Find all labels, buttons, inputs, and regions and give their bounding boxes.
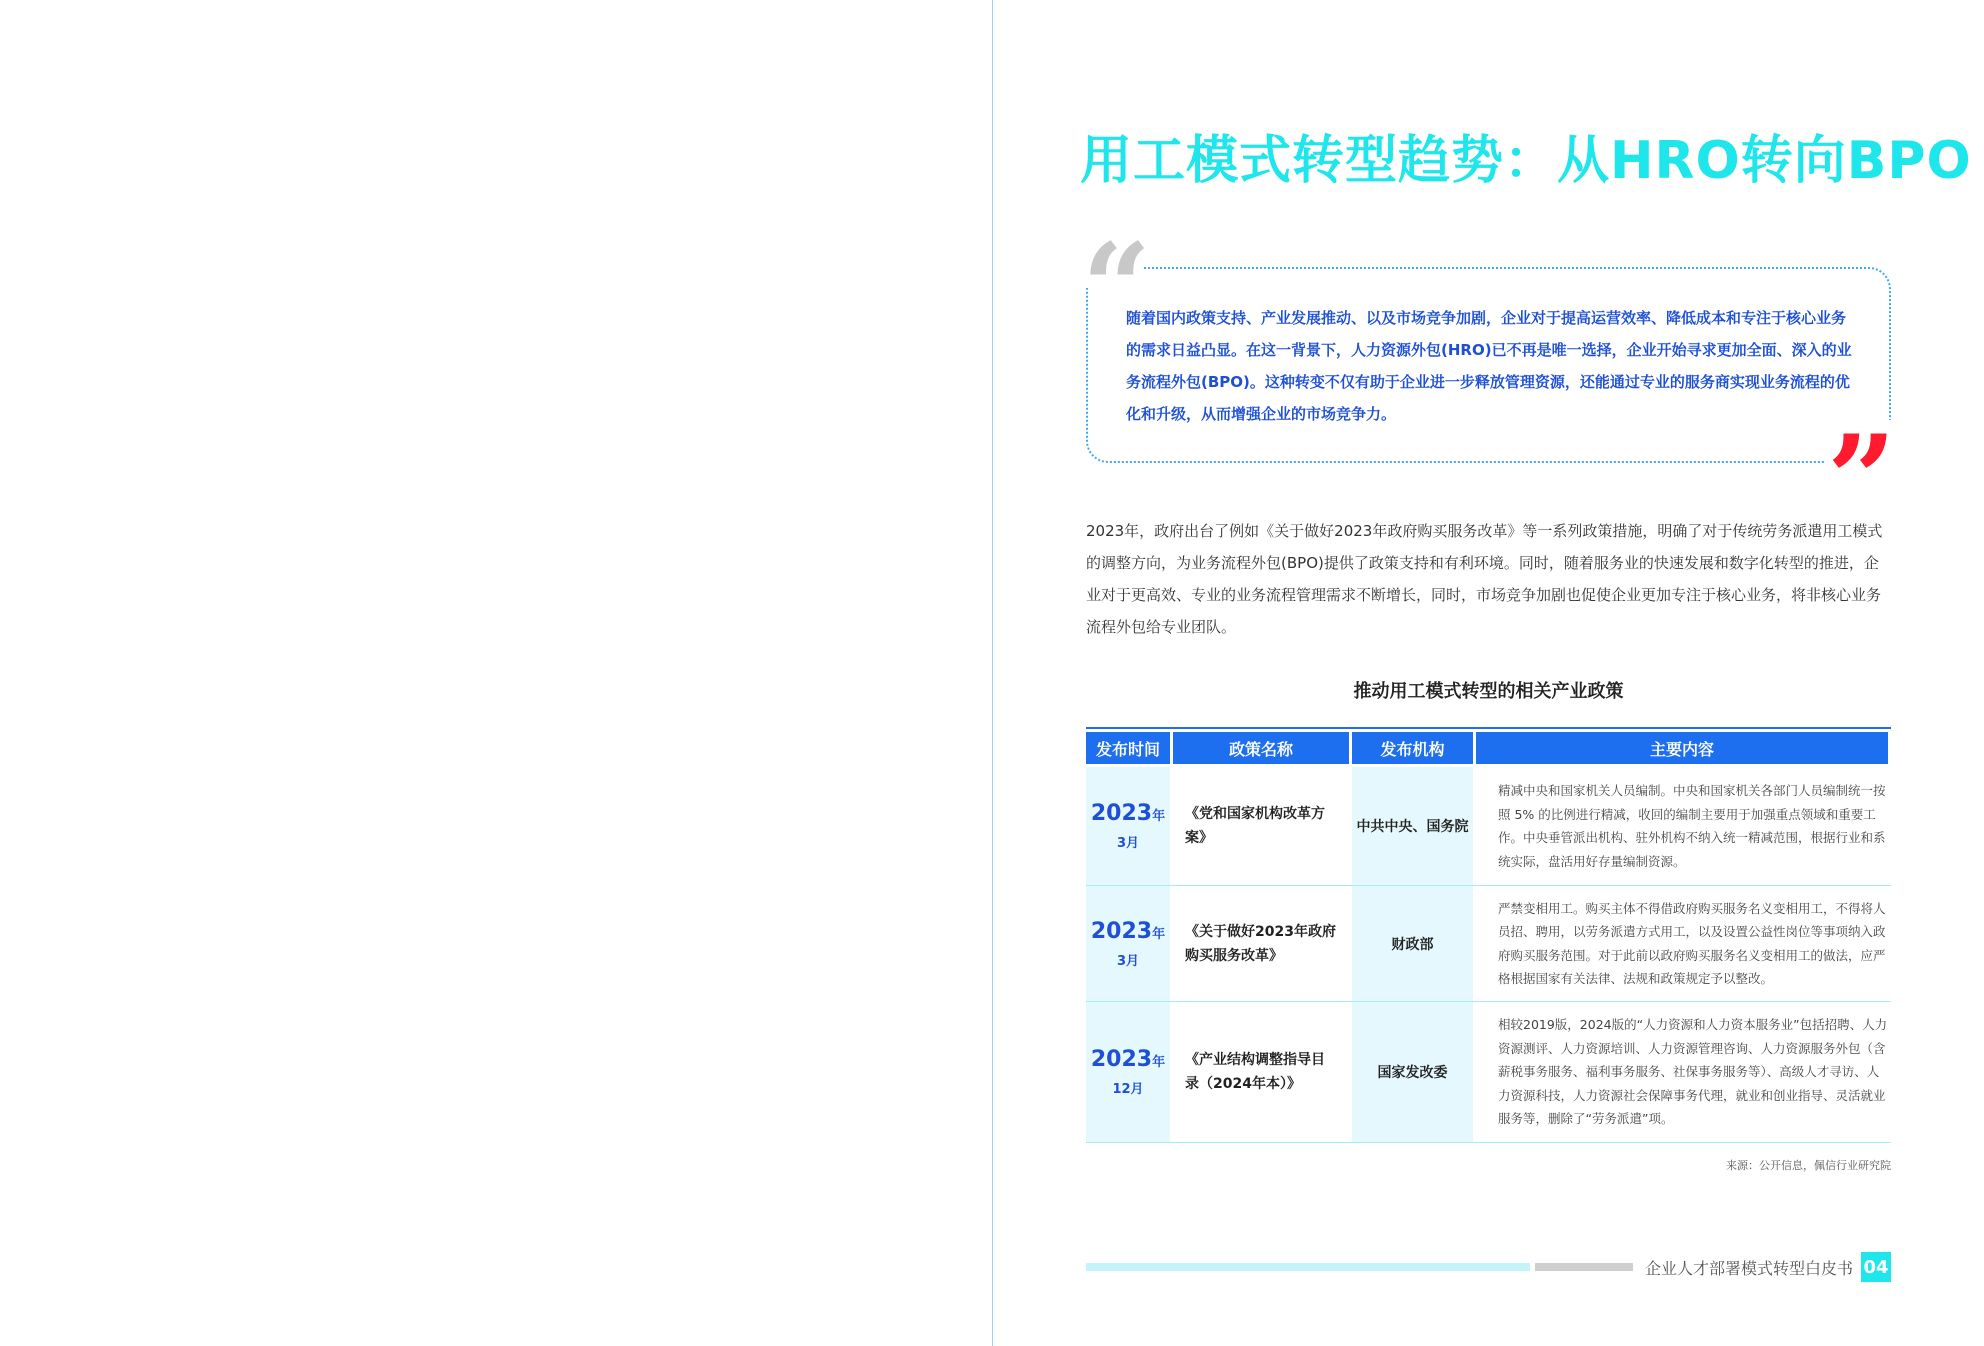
- content-cell: 严禁变相用工。购买主体不得借政府购买服务名义变相用工，不得将人员招、聘用，以劳务派遣方式用工，以及设置公益性岗位等事项纳入政府购买服务范围。对于此前以政府购买服务名义变相用工的做法，应严格根据国家有关法律、法规和政策规定予以整改。: [1498, 900, 1886, 986]
- header-policy-name: 政策名称: [1173, 732, 1349, 764]
- table-row: [1086, 1002, 1891, 1143]
- policy-name-cell: 《党和国家机构改革方案》: [1185, 806, 1325, 846]
- footer-title: 企业人才部署模式转型白皮书: [1645, 1259, 1854, 1278]
- page-title: 用工模式转型趋势：从HRO转向BPO: [1080, 131, 1972, 191]
- footer-bar-cyan: [1086, 1263, 1530, 1271]
- date-cell: [1086, 767, 1170, 885]
- month-text: 12月: [1112, 1082, 1144, 1097]
- close-quote-icon: ”: [1826, 409, 1896, 550]
- body-paragraph: 2023年，政府出台了例如《关于做好2023年政府购买服务改革》等一系列政策措施，明确了对于传统劳务派遣用工模式的调整方向，为业务流程外包(BPO)提供了政策支持和有利环境。同时，随着服务业的快速发展和数字化转型的推进，企业对于更高效、专业的业务流程管理需求不断增长，同时，市场竞争加剧也促使企业更加专注于核心业务，将非核心业务流程外包给专业团队。: [1086, 522, 1883, 636]
- page-spine: [992, 0, 993, 1346]
- table-row: [1086, 886, 1891, 1002]
- table-header-row: [1086, 732, 1891, 764]
- table-title: 推动用工模式转型的相关产业政策: [1353, 681, 1624, 702]
- issuer-cell: 中共中央、国务院: [1352, 767, 1473, 885]
- month-text: 3月: [1116, 836, 1140, 851]
- policy-table: [1086, 727, 1891, 1143]
- issuer-cell: 财政部: [1352, 886, 1473, 1001]
- date-cell: [1086, 1002, 1170, 1142]
- table-top-rule: [1086, 727, 1891, 729]
- content-cell: 相较2019版，2024版的“人力资源和人力资本服务业”包括招聘、人力资源测评、人力资源培训、人力资源管理咨询、人力资源服务外包（含薪税事务服务、福利事务服务、社保事务服务等）、高级人才寻访、人力资源科技，人力资源社会保障事务代理，就业和创业指导、灵活就业服务等，删除了“劳务派遣”项。: [1498, 1017, 1888, 1127]
- table-source: 来源：公开信息，佩信行业研究院: [1726, 1159, 1891, 1172]
- header-content: 主要内容: [1476, 732, 1888, 764]
- content-cell: 精减中央和国家机关人员编制。中央和国家机关各部门人员编制统一按照 5% 的比例进行精减，收回的编制主要用于加强重点领域和重要工作。中央垂管派出机构、驻外机构不纳入统一精减范围，根据行业和系统实际，盘活用好存量编制资源。: [1498, 783, 1886, 869]
- page-number: 04: [1861, 1252, 1891, 1282]
- quote-text: 随着国内政策支持、产业发展推动、以及市场竞争加剧，企业对于提高运营效率、降低成本和专注于核心业务的需求日益凸显。在这一背景下，人力资源外包(HRO)已不再是唯一选择，企业开始寻求更加全面、深入的业务流程外包(BPO)。这种转变不仅有助于企业进一步释放管理资源，还能通过专业的服务商实现业务流程的优化和升级，从而增强企业的市场竞争力。: [1126, 309, 1852, 423]
- policy-name-cell: 《产业结构调整指导目录（2024年本）》: [1185, 1052, 1325, 1092]
- open-quote-icon: “: [1082, 217, 1152, 358]
- policy-name-cell: 《关于做好2023年政府购买服务改革》: [1185, 923, 1336, 964]
- header-issuer: 发布机构: [1352, 732, 1473, 764]
- year-text: 2023年: [1090, 918, 1166, 944]
- header-date: 发布时间: [1086, 732, 1170, 764]
- year-text: 2023年: [1090, 1047, 1166, 1072]
- issuer-cell: 国家发改委: [1352, 1002, 1473, 1142]
- date-cell: [1086, 886, 1170, 1001]
- month-text: 3月: [1116, 953, 1140, 969]
- footer-bar-gray: [1535, 1263, 1633, 1271]
- year-text: 2023年: [1090, 801, 1166, 826]
- table-row: [1086, 767, 1891, 886]
